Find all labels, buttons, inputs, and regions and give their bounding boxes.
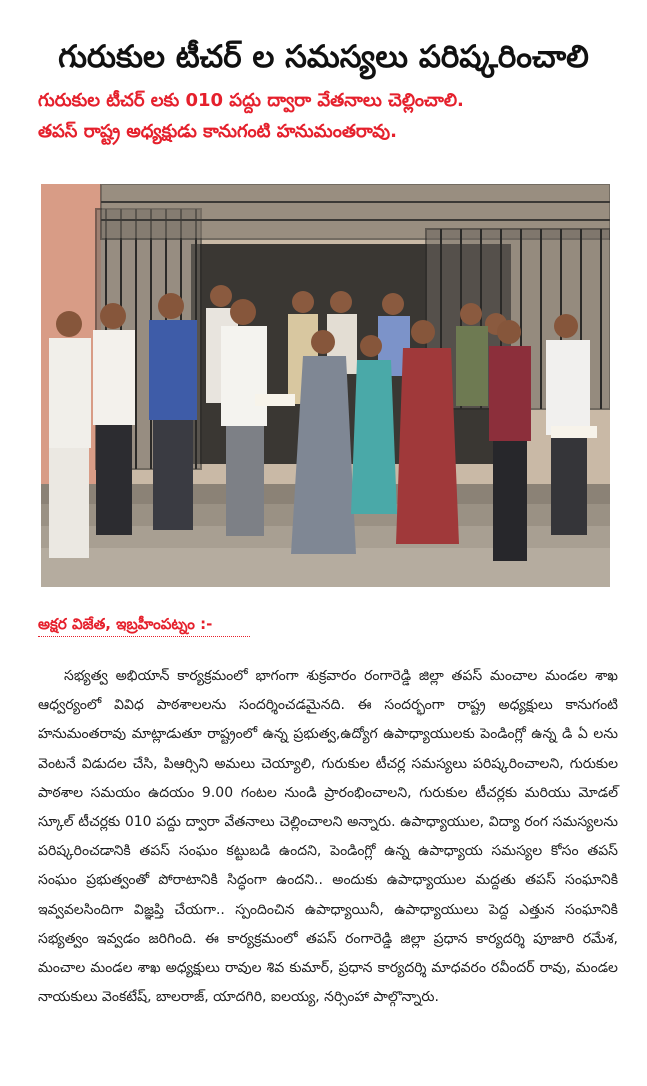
article-headline: గురుకుల టీచర్ ల సమస్యలు పరిష్కరించాలి: [58, 38, 589, 75]
article-body: సభ్యత్వ అభియాన్ కార్యక్రమంలో భాగంగా శుక్రవారం రంగారెడ్డి జిల్లా తపస్ మంచాల మండల శాఖ ఆధ్వర్యంలో వివిధ పాఠశాలలను సందర్శించడమైనది. ఈ సందర్భంగా రాష్ట్ర అధ్యక్షులు కానుగంటి హనుమంతరావు మాట్లాడుతూ రాష్ట్రంలో ఉన్న ప్రభుత్వ,ఉద్యోగ ఉపాధ్యాయులకు పెండింగ్లో ఉన్న డి ఏ లను వెంటనే విడుదల చేసి, పిఆర్సిని అమలు చెయ్యాలి, గురుకుల టీచర్ల సమస్యలు పరిష్కరించాలని, గురుకుల పాఠశాల సమయం ఉదయం 9.00 గంటల నుండి ప్రారంభించాలని, గురుకుల టీచర్లకు మరియు మోడల్ స్కూల్ టీచర్లకు 010 పద్దు ద్వారా వేతనాలు చెల్లించాలని అన్నారు. ఉపాధ్యాయుల, విద్యా రంగ సమస్యలను పరిష్కరించడానికి తపస్ సంఘం కట్టుబడి ఉందని, పెండింగ్లో ఉన్న ఉపాధ్యాయ సమస్యల కోసం తపస్ సంఘం ప్రభుత్వంతో పోరాటానికి సిద్ధంగా ఉందని.. అందుకు ఉపాధ్యాయుల మద్దతు తపస్ సంఘానికి ఇవ్వవలసిందిగా విజ్ఞప్తి చేయగా.. స్పందించిన ఉపాధ్యాయినీ, ఉపాధ్యాయులు పెద్ద ఎత్తున సంఘానికి సభ్యత్వం ఇవ్వడం జరిగింది. ఈ కార్యక్రమంలో తపస్ రంగారెడ్డి జిల్లా ప్రధాన కార్యదర్శి పూజారి రమేశ, మంచాల మండల శాఖ అధ్యక్షులు రావుల శివ కుమార్, ప్రధాన కార్యదర్శి మాధవరం రవీందర్ రావు, మండల నాయకులు వెంకటేష్, బాలరాజ్, యాదగిరి, ఐలయ్య, నర్సింహా పాల్గొన్నారు.: [38, 668, 618, 1006]
article-subheadline-1: గురుకుల టీచర్ లకు 010 పద్దు ద్వారా వేతనాలు చెల్లించాలి.: [38, 90, 464, 111]
article-byline: అక్షర విజేత, ఇబ్రహీంపట్నం :-: [38, 615, 213, 633]
group-photo: [41, 184, 610, 587]
article-subheadline-2: తపస్ రాష్ట్ర అధ్యక్షుడు కానుగంటి హనుమంతరావు.: [38, 121, 397, 142]
byline-underline: [38, 636, 250, 637]
